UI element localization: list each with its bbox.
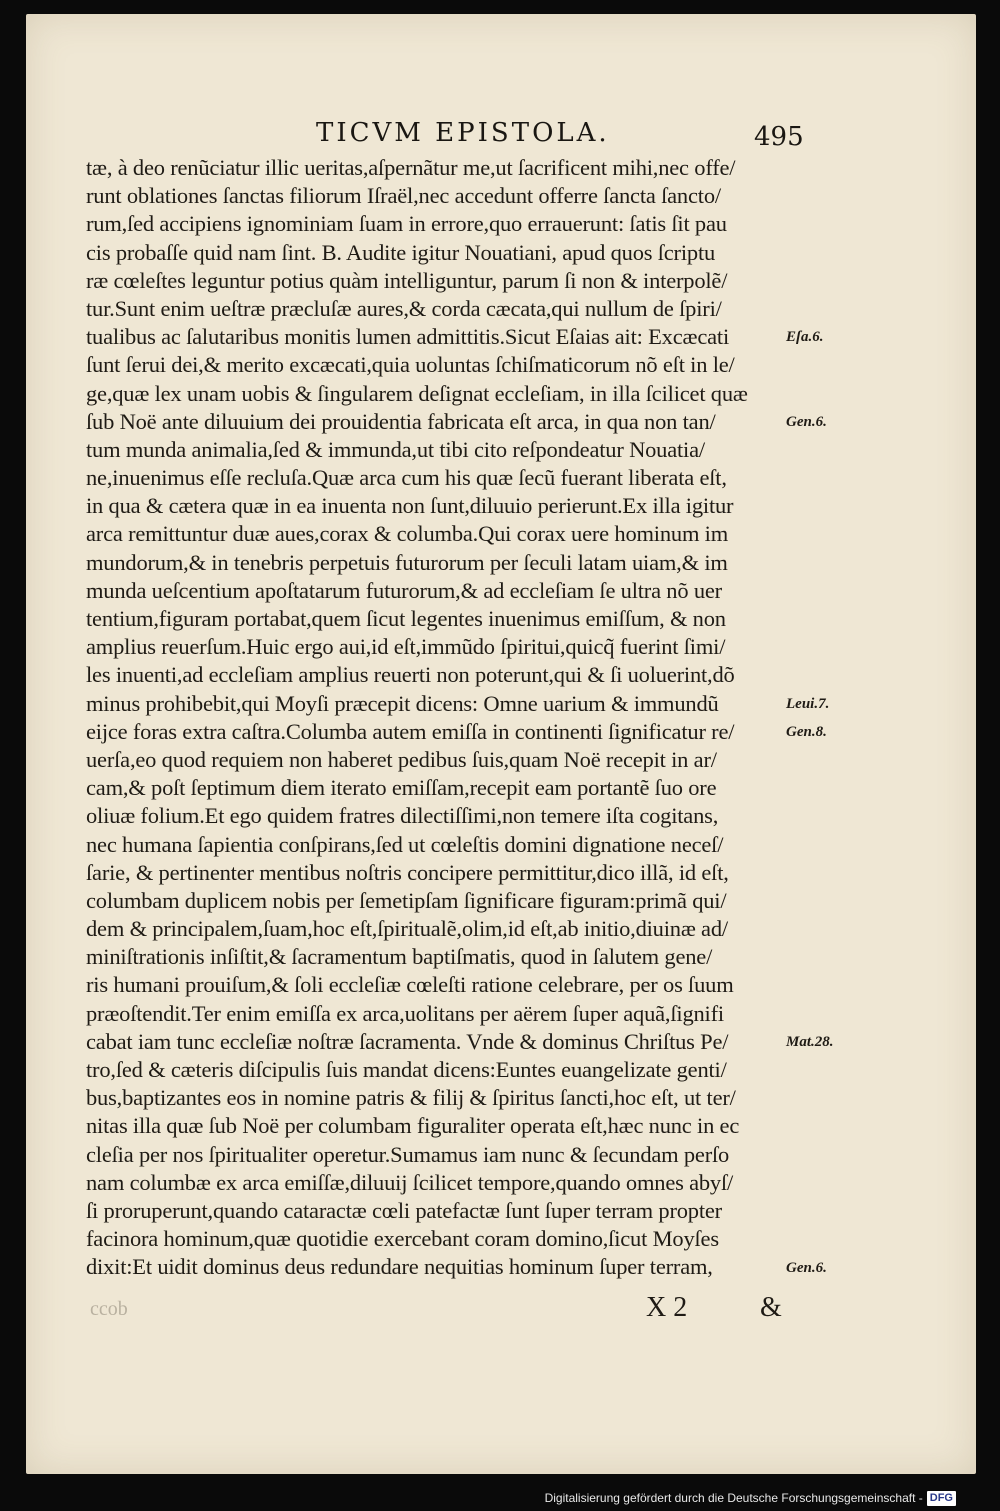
text-line: bus,baptizantes eos in nomine patris & filij & ſpiritus ſancti,hoc eſt, ut ter/ [86,1085,736,1111]
text-line: cabat iam tunc eccleſiæ noſtræ ſacramenta. Vnde & dominus Chriſtus Pe/ [86,1028,729,1054]
text-line: arca remittuntur duæ aues,corax & columba.Qui corax uere hominum im [86,521,729,547]
text-line: facinora hominum,quæ quotidie exercebant coram domino,ſicut Moyſes [86,1226,719,1252]
text-line: nec humana ſapientia conſpirans,ſed ut cœleſtis domini dignatione neceſ/ [86,831,724,857]
footer-credit-text: Digitalisierung gefördert durch die Deutsche Forschungsgemeinschaft - [544,1491,923,1505]
text-line: ſarie, & pertinenter mentibus noſtris concipere permittitur,dico illã, id eſt, [86,859,729,885]
text-line: in qua & cætera quæ in ea inuenta non ſunt,diluuio perierunt.Ex illa igitur [86,493,734,519]
footer-credit [545,1489,956,1507]
marginal-note: Mat.28. [786,1034,834,1051]
text-line: columbam duplicem nobis per ſemetipſam ſignificare figuram:primã qui/ [86,887,727,913]
marginal-note: Leui.7. [786,695,830,712]
text-line: ris humani prouiſum,& ſoli eccleſiæ cœleſti ratione celebrare, per os ſuum [86,972,734,998]
marginal-note: Eſa.6. [786,329,824,346]
text-line: dixit:Et uidit dominus deus redundare nequitias hominum ſuper terram, [86,1254,713,1280]
text-line: ge,quæ lex unam uobis & ſingularem deſignat eccleſiam, in illa ſcilicet quæ [86,380,748,406]
book-page [26,14,976,1474]
text-line: præoſtendit.Ter enim emiſſa ex arca,uolitans per aërem ſuper aquã,ſignifi [86,1000,724,1026]
text-line: cleſia per nos ſpiritualiter operetur.Sumamus iam nunc & ſecundam perſo [86,1141,730,1167]
text-line: tur.Sunt enim ueſtræ præcluſæ aures,& corda cæcata,qui nullum de ſpiri/ [86,295,722,321]
text-line: ræ cœleſtes leguntur potius quàm intelliguntur, parum ſi non & interpolẽ/ [86,267,728,293]
text-line: tum munda animalia,ſed & immunda,ut tibi cito reſpondeatur Nouatia/ [86,436,705,462]
text-line: les inuenti,ad eccleſiam amplius reuerti non poterunt,qui & ſi uoluerint,dõ [86,662,735,688]
dfg-logo-icon: DFG [927,1491,956,1506]
text-block [86,154,786,1282]
signature-mark: X 2 [646,1292,688,1323]
text-line: ſunt ſerui dei,& merito excæcati,quia uoluntas ſchiſmaticorum nõ eſt in le/ [86,352,735,378]
text-line: cam,& poſt ſeptimum diem iterato emiſſam,recepit eam portantẽ ſuo ore [86,775,717,801]
text-line: nitas illa quæ ſub Noë per columbam figuraliter operata eſt,hæc nunc in ec [86,1113,740,1139]
marginal-note: Gen.8. [786,724,827,740]
text-line: minus prohibebit,qui Moyſi præcepit dicens: Omne uarium & immundũ [86,690,719,716]
text-line: munda ueſcentium apoſtatarum futurorum,& ad eccleſiam ſe ultra nõ uer [86,577,722,603]
text-line: rum,ſed accipiens ignominiam ſuam in errore,quo errauerunt: ſatis ſit pau [86,211,727,237]
text-line: ſi proruperunt,quando cataractæ cœli patefactæ ſunt ſuper terram propter [86,1197,722,1223]
text-line: eijce foras extra caſtra.Columba autem emiſſa in continenti ſignificatur re/ [86,718,735,744]
text-line: uerſa,eo quod requiem non haberet pedibus ſuis,quam Noë recepit in ar/ [86,746,717,772]
page-number: 495 [754,122,804,152]
text-line: nam columbæ ex arca emiſſæ,diluuij ſcilicet tempore,quando omnes abyſ/ [86,1169,734,1195]
text-line: tentium,figuram portabat,quem ſicut legentes inuenimus emiſſum, & non [86,606,726,631]
running-head: TICVM EPISTOLA. [316,118,610,148]
text-line: ne,inuenimus eſſe recluſa.Quæ arca cum his quæ ſecũ fuerant liberata eſt, [86,465,727,491]
text-line: mundorum,& in tenebris perpetuis futurorum per ſeculi latam uiam,& im [86,549,728,575]
text-line: runt oblationes ſanctas filiorum Iſraël,nec accedunt offerre ſancta ſancto/ [86,183,721,209]
marginal-note: Gen.6. [786,413,827,430]
text-line: cis probaſſe quid nam ſint. B. Audite igitur Nouatiani, apud quos ſcriptu [86,239,716,265]
marginal-note: Gen.6. [786,1259,827,1276]
text-line: tualibus ac ſalutaribus monitis lumen admittitis.Sicut Eſaias ait: Excæcati [86,324,730,350]
text-line: ſub Noë ante diluuium dei prouidentia fabricata eſt arca, in qua non tan/ [86,408,716,434]
faded-mark: ccob [90,1298,128,1320]
text-line: dem & principalem,ſuam,hoc eſt,ſpiritualẽ,olim,id eſt,ab initio,diuinæ ad/ [86,916,728,942]
text-line: tæ, à deo renũciatur illic ueritas,aſpernãtur me,ut ſacrificent mihi,nec offe/ [86,155,736,180]
text-line: tro,ſed & cæteris diſcipulis ſuis mandat dicens:Euntes euangelizate genti/ [86,1057,727,1082]
text-line: miniſtrationis inſiſtit,& ſacramentum baptiſmatis, quod in ſalutem gene/ [86,944,713,970]
text-line: amplius reuerſum.Huic ergo aui,id eſt,immũdo ſpiritui,quicq̃ fuerint ſimi/ [86,634,726,660]
catchword: & [760,1292,782,1323]
text-line: oliuæ folium.Et ego quidem fratres dilectiſſimi,non temere iſta cogitans, [86,803,719,829]
